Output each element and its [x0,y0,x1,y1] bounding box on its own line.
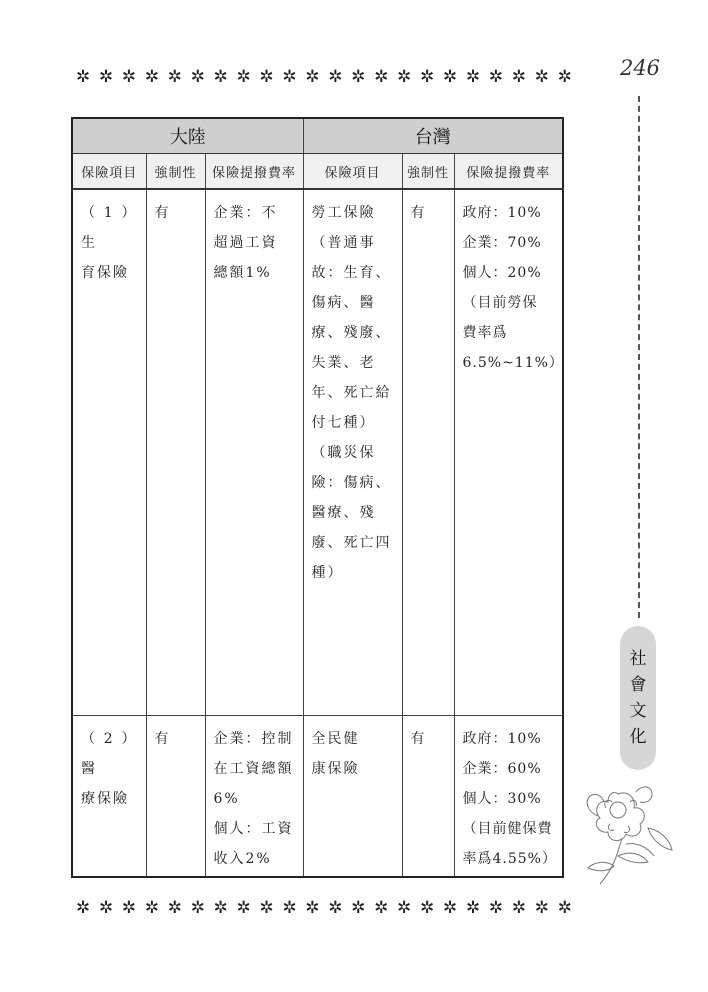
ornament-glyph: ✲ [121,67,136,87]
cn-rate-text: 企業：不 超過工資 總額1% [213,205,278,282]
column-header-row [72,154,563,190]
ornament-glyph: ✲ [190,67,205,87]
ornament-glyph: ✲ [121,898,136,918]
cn-item-text: （2）醫 療保險 [81,731,138,808]
table-row [72,189,563,716]
ornament-glyph: ✲ [557,898,572,918]
ornament-glyph: ✲ [419,67,435,87]
tw-mandatory-cell [402,189,454,716]
col-header-cn-contribution-rate: 保險提撥費率 [205,154,303,190]
cn-rate-cell [205,189,303,716]
cn-item-cell [72,716,146,877]
tw-rate-text: 政府：10% 企業：70% 個人：20% （目前勞保 費率爲 6.5%~11%） [462,205,564,372]
tw-item-text: 勞工保險 （普通事 故：生育、 傷病、醫 療、殘廢、 失業、老 年、死亡給 付七種） （職災保 險：傷病、 醫療、殘 廢、死亡四 種） [311,205,392,582]
tw-rate-text: 政府：10% 企業：60% 個人：30% （目前健保費 率爲4.55%） [462,731,557,868]
ornament-glyph: ✲ [465,898,481,918]
cn-mandatory-text: 有 [154,205,170,222]
ornament-glyph: ✲ [488,67,503,87]
tw-item-text: 全民健 康保險 [311,731,360,778]
ornament-glyph: ✲ [282,67,297,87]
ornament-glyph: ✲ [419,898,435,918]
col-header-tw-mandatory: 強制性 [402,154,454,190]
ornament-glyph: ✲ [328,67,343,87]
cn-rate-cell [205,716,303,877]
ornament-glyph: ✲ [534,898,549,918]
ornament-glyph: ✲ [374,67,389,87]
region-header-row [72,118,563,154]
ornament-glyph: ✲ [144,67,159,87]
ornament-glyph: ✲ [236,898,251,918]
tw-rate-cell [454,716,563,877]
cn-item-text: （1）生 育保險 [81,205,138,282]
side-tab-char: 社 [629,649,647,669]
margin-dashed-line-upper [638,96,640,618]
ornament-glyph: ✲ [282,898,297,918]
cn-mandatory-text: 有 [154,731,170,748]
ornament-glyph: ✲ [511,67,526,87]
ornament-glyph: ✲ [351,898,366,918]
ornament-glyph: ✲ [259,898,274,918]
ornament-glyph: ✲ [557,67,572,87]
header-taiwan: 台灣 [303,118,563,154]
ornament-glyph: ✲ [534,67,549,87]
side-tab-char: 化 [629,727,647,747]
ornament-glyph: ✲ [190,898,205,918]
ornament-glyph: ✲ [75,898,91,918]
ornament-glyph: ✲ [144,898,159,918]
ornament-glyph: ✲ [213,67,228,87]
ornament-glyph: ✲ [351,67,366,87]
ornament-glyph: ✲ [442,898,458,918]
ornament-glyph: ✲ [305,898,320,918]
tw-mandatory-cell [402,716,454,877]
ornament-glyph: ✲ [259,67,274,87]
ornament-glyph: ✲ [488,898,503,918]
ornament-glyph: ✲ [98,67,114,87]
ornament-glyph: ✲ [374,898,389,918]
col-header-cn-insurance-item: 保險項目 [72,154,146,190]
side-tab-char: 文 [629,701,647,721]
cn-mandatory-cell [146,189,205,716]
tw-item-cell [303,189,402,716]
page-number: 246 [619,56,661,80]
ornament-glyph: ✲ [167,898,182,918]
ornament-glyph: ✲ [511,898,526,918]
ornament-glyph: ✲ [397,898,412,918]
bottom-ornament-border [72,899,576,917]
insurance-comparison-table [71,117,564,878]
table-row [72,716,563,877]
ornament-glyph: ✲ [442,67,458,87]
header-mainland-china: 大陸 [72,118,303,154]
cn-mandatory-cell [146,716,205,877]
ornament-glyph: ✲ [167,67,182,87]
col-header-tw-insurance-item: 保險項目 [303,154,402,190]
peony-flower-illustration [578,772,678,890]
col-header-cn-mandatory: 強制性 [146,154,205,190]
ornament-glyph: ✲ [75,67,91,87]
tw-mandatory-text: 有 [410,731,426,748]
side-tab-char: 會 [629,675,647,695]
ornament-glyph: ✲ [98,898,114,918]
ornament-glyph: ✲ [213,898,228,918]
ornament-glyph: ✲ [305,67,320,87]
ornament-glyph: ✲ [465,67,481,87]
ornament-glyph: ✲ [328,898,343,918]
top-ornament-border [72,68,576,86]
ornament-glyph: ✲ [236,67,251,87]
tw-mandatory-text: 有 [410,205,426,222]
cn-item-cell [72,189,146,716]
col-header-tw-contribution-rate: 保險提撥費率 [454,154,563,190]
side-tab-social-culture [620,626,656,770]
tw-item-cell [303,716,402,877]
cn-rate-text: 企業：控制 在工資總額 6% 個人：工資 收入2% [213,731,294,868]
tw-rate-cell [454,189,563,716]
ornament-glyph: ✲ [397,67,412,87]
